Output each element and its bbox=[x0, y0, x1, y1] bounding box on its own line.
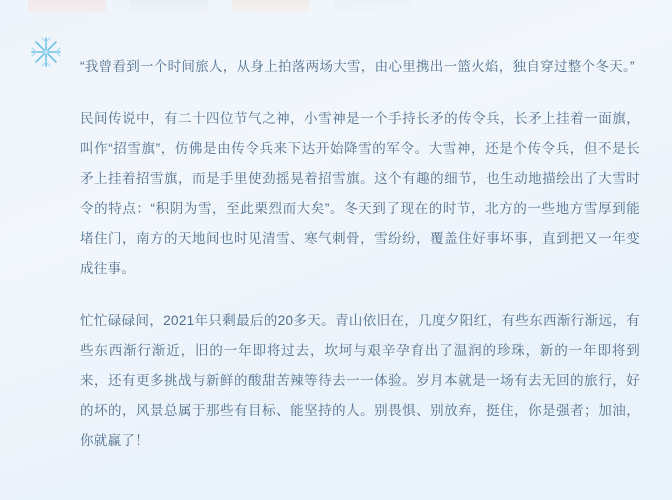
snowflake-icon bbox=[30, 36, 62, 68]
top-image-strip bbox=[0, 0, 672, 14]
thumbnail-image-2 bbox=[130, 0, 208, 12]
thumbnail-image-4 bbox=[334, 0, 412, 12]
thumbnail-image-1 bbox=[28, 0, 106, 12]
paragraph-quote: “我曾看到一个时间旅人，从身上拍落两场大雪，由心里携出一篮火焰，独自穿过整个冬天。” bbox=[80, 59, 635, 74]
paragraph-closing: 忙忙碌碌间，2021年只剩最后的20多天。青山依旧在，几度夕阳红，有些东西渐行渐远，有些东西渐行渐近，旧的一年即将过去，坎坷与艰辛孕育出了温润的珍珠，新的一年即将到来，还有更多挑战与新鲜的酸甜苦辣等待去一一体验。岁月本就是一场有去无回的旅行，好的坏的，风景总属于那些有目标、能坚持的人。别畏惧、别放弃，挺住，你是强者；加油，你就赢了！ bbox=[80, 313, 640, 448]
thumbnail-image-3 bbox=[232, 0, 310, 12]
article-body bbox=[80, 52, 640, 456]
paragraph-legend: 民间传说中，有二十四位节气之神，小雪神是一个手持长矛的传令兵，长矛上挂着一面旗，叫作“招雪旗”，仿佛是由传令兵来下达开始降雪的军令。大雪神，还是个传令兵，但不是长矛上挂着招雪旗，而是手里使劲摇晃着招雪旗。这个有趣的细节，也生动地描绘出了大雪时令的特点：“积阴为雪，至此栗烈而大矣”。冬天到了现在的时节，北方的一些地方雪厚到能堵住门，南方的天地间也时见清雪、寒气刺骨，雪纷纷，覆盖住好事坏事，直到把又一年变成往事。 bbox=[80, 111, 640, 276]
